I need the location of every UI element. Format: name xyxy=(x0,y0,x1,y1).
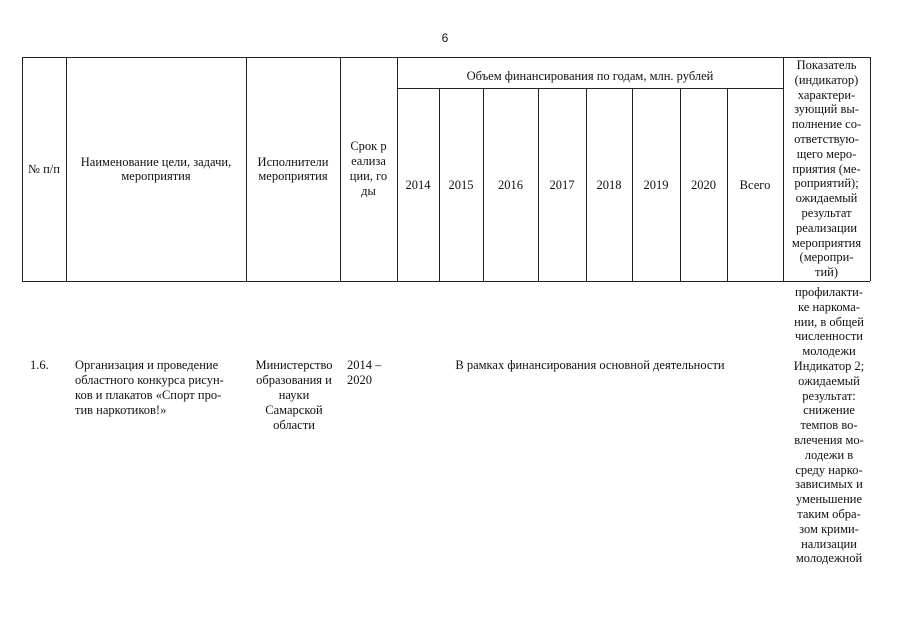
header-year-2019: 2019 xyxy=(643,177,669,192)
row-indicator: профилакти- ке наркома- нии, в общей численности молодежи Индикатор 2; ожидаемый результат: снижение темпов во- влечения мо- лодежи в среду нарко- зависимых и уменьшение таким обра- зом крими- нализации молодежной xyxy=(793,285,865,566)
header-year-2018: 2018 xyxy=(596,177,622,192)
header-year-2020: 2020 xyxy=(691,177,716,192)
header-total: Всего xyxy=(739,177,771,192)
row-term: 2014 – 2020 xyxy=(347,358,382,387)
header-name: Наименование цели, задачи, мероприятия xyxy=(80,155,232,183)
row-funding: В рамках финансирования основной деятельности xyxy=(455,358,725,372)
page-number: 6 xyxy=(441,31,449,45)
header-year-2016: 2016 xyxy=(498,177,523,192)
header-year-2017: 2017 xyxy=(549,177,575,192)
row-name: Организация и проведение областного конкурса рисун- ков и плакатов «Спорт про- тив наркотиков!» xyxy=(75,358,224,417)
row-num: 1.6. xyxy=(30,358,49,372)
header-indicator: Показатель (индикатор) характери- зующий вы- полнение со- ответствую- щего меро- приятия (ме- роприятий); ожидаемый результат реализации мероприятия (меропри- тий) xyxy=(791,58,862,280)
header-year-2015: 2015 xyxy=(448,177,474,192)
header-term: Срок реализации, годы xyxy=(349,139,388,198)
header-funding: Объем финансирования по годам, млн. рублей xyxy=(466,68,714,83)
header-year-2014: 2014 xyxy=(405,177,431,192)
row-executors: Министерство образования и науки Самарской области xyxy=(255,358,333,432)
header-num: № п/п xyxy=(28,162,60,176)
header-executors: Исполнители мероприятия xyxy=(257,155,329,183)
